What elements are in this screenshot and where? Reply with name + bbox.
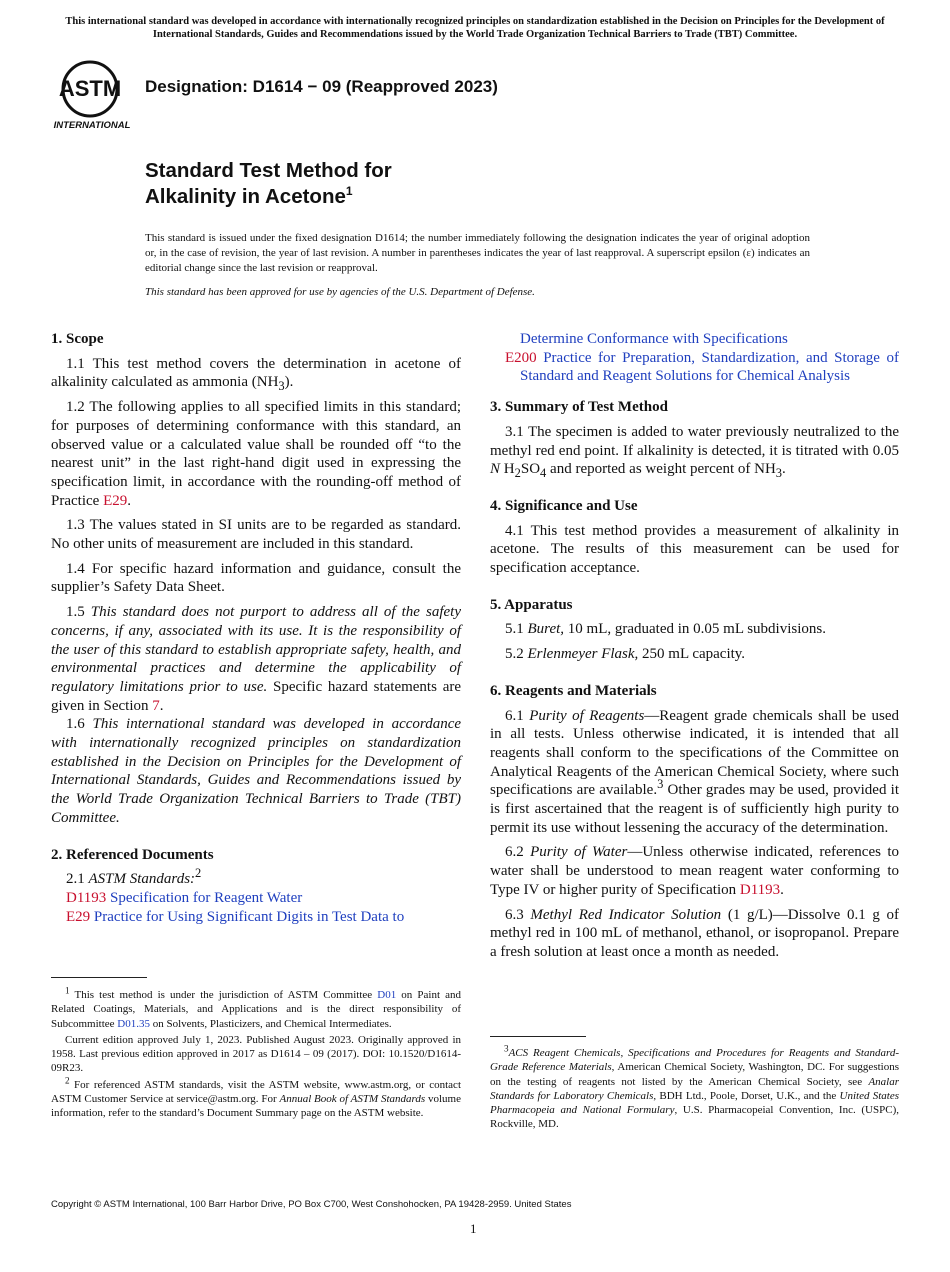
paragraph-1-5: 1.5 This standard does not purport to address all of the safety concerns, if any, associated with its use. It is the responsibility of the user of this standard to establish appropriate safety, health, and environmental practices and determine the applicability of regulatory limitations prior to use. Specific hazard statements are given in Section 7. <box>51 604 461 714</box>
footnote-rule-right <box>490 1036 586 1037</box>
title-line-2: Alkalinity in Acetone$^1$ <box>145 184 353 208</box>
section-heading-significance: 4. Significance and Use <box>490 497 638 514</box>
paragraph-1-6: 1.6 This international standard was developed in accordance with internationally recognized principles on standardization established in the Decision on Principles for the Development of International Standards, Guides and Recommendations issued by the World Trade Organization Technical Barriers to Trade (TBT) Committee. <box>51 716 462 826</box>
link-d01[interactable]: D01 <box>377 989 397 1001</box>
paragraph-3-1: 3.1 The specimen is added to water previously neutralized to the methyl red end point. If alkalinity is detected, it is titrated with 0.05 N $H_2SO_4$ and reported as weight percent of $NH_3$. <box>490 423 899 481</box>
copyright-footer: Copyright © ASTM International, 100 Barr Harbor Drive, PO Box C700, West Conshohocken, PA 19428-2959. United States <box>51 1199 572 1210</box>
logo-subtext: INTERNATIONAL <box>53 120 131 131</box>
section-heading-apparatus: 5. Apparatus <box>490 596 573 613</box>
paragraph-1-1: 1.1 This test method covers the determination in acetone of alkalinity calculated as ammonia $(NH_3)$. <box>51 355 461 394</box>
ref-d1193[interactable]: D1193 Specification for Reagent Water <box>66 889 303 906</box>
ref-e29-title-part1: Practice for Using Significant Digits in Test Data to <box>93 908 405 925</box>
paragraph-1-2: 1.2 The following applies to all specified limits in this standard; for purposes of determining conformance with this standard, an observed value or a calculated value shall be rounded off “to the nearest unit” in the last right-hand digit used in expressing the specification limit, in accordance with the rounding-off method of Practice E29. <box>51 399 461 509</box>
ref-e200[interactable]: E200 Practice for Preparation, Standardization, and Storage of Standard and Reagent Solutions for Chemical Analysis <box>505 349 900 385</box>
dod-approval-note: This standard has been approved for use by agencies of the U.S. Department of Defense. <box>145 286 535 298</box>
paragraph-1-4: 1.4 For specific hazard information and guidance, consult the supplier’s Safety Data Sheet. <box>51 560 461 596</box>
footnotes-right <box>490 1043 900 1134</box>
title-footnote-mark[interactable]: 1 <box>345 184 353 199</box>
paragraph-6-1: 6.1 Purity of Reagents—Reagent grade chemicals shall be used in all tests. Unless otherwise indicated, it is intended that all reagents shall conform to the specifications of the Committee on Analytical Reagents of the American Chemical Society, where such specifications are available.$^3$ Other grades may be used, provided it is first ascertained that the reagent is of sufficiently high purity to permit its use without lessening the accuracy of the determination. <box>490 707 899 836</box>
section-heading-scope: 1. Scope <box>51 331 104 347</box>
footnote-2: $^2$ For referenced ASTM standards, visit the ASTM website, www.astm.org, or contact ASTM Customer Service at service@astm.org. For Annual Book of ASTM Standards volume information, refer to the standard’s Document Summary page on the ASTM website. <box>51 1075 461 1120</box>
footnote-rule-left <box>51 977 147 978</box>
paragraph-4-1: 4.1 This test method provides a measurement of alkalinity in acetone. The results of this measurement can be used for specification acceptance. <box>490 522 899 577</box>
link-e29[interactable]: E29 <box>103 492 128 509</box>
link-d01-35[interactable]: D01.35 <box>117 1017 150 1030</box>
top-notice: This international standard was developed in accordance with internationally recognized principles on standardization established in the Decision on Principles for the Development of International Standards, Guides and Recommendations issued by the World Trade Organization Technical Barriers to Trade (TBT) Committee. <box>65 16 885 40</box>
section-heading-referenced: 2. Referenced Documents <box>51 846 214 863</box>
paragraph-1-3: 1.3 The values stated in SI units are to be regarded as standard. No other units of measurement are included in this standard. <box>51 517 461 553</box>
section-heading-summary: 3. Summary of Test Method <box>490 399 668 416</box>
right-column <box>490 330 899 968</box>
section-heading-reagents: 6. Reagents and Materials <box>490 682 657 699</box>
document-title <box>145 158 392 210</box>
footnotes-left <box>51 985 461 1123</box>
issued-under-note: This standard is issued under the fixed designation D1614; the number immediately following the designation indicates the year of original adoption or, in the case of revision, the year of last revision. A number in parentheses indicates the year of last reapproval. A superscript epsilon (ε) indicates an editorial change since the last revision or reapproval. <box>145 232 810 274</box>
footnote-1-approval: Current edition approved July 1, 2023. Published August 2023. Originally approved in 1958. Last previous edition approved in 2017 as D1614 – 09 (2017). DOI: 10.1520/D1614-09R23. <box>51 1033 461 1075</box>
logo-text: ASTM <box>58 76 122 101</box>
astm-logo <box>52 56 136 132</box>
paragraph-6-3: 6.3 Methyl Red Indicator Solution (1 g/L)—Dissolve 0.1 g of methyl red in 100 mL of methanol, ethanol, or isopropanol. Prepare a fresh solution at least once a month as needed. <box>490 906 900 960</box>
footnote-1: $^1$ This test method is under the jurisdiction of ASTM Committee D01 on Paint and Related Coatings, Materials, and Applications and is the direct responsibility of Subcommittee D01.35 on Solvents, Plasticizers, and Chemical Intermediates. <box>51 985 461 1030</box>
title-line-1: Standard Test Method for <box>145 159 392 182</box>
paragraph-5-2: 5.2 Erlenmeyer Flask, 250 mL capacity. <box>505 646 746 663</box>
link-section-7[interactable]: 7 <box>152 697 160 714</box>
paragraph-6-2: 6.2 Purity of Water—Unless otherwise indicated, references to water shall be understood to mean reagent water conforming to Type IV or higher purity of Specification D1193. <box>490 844 900 898</box>
left-column <box>51 330 461 926</box>
ref-e29[interactable]: E29 Practice for Using Significant Digits in Test Data to <box>66 908 405 925</box>
astm-logo-mark <box>52 56 136 132</box>
paragraph-5-1: 5.1 Buret, 10 mL, graduated in 0.05 mL subdivisions. <box>505 621 826 638</box>
footnote-3: $^3$ACS Reagent Chemicals, Specifications and Procedures for Reagents and Standard-Grade Reference Materials, American Chemical Society, Washington, DC. For suggestions on the testing of reagents not listed by the American Chemical Society, see Analar Standards for Laboratory Chemicals, BDH Ltd., Poole, Dorset, U.K., and the United States Pharmacopeia and National Formulary, U.S. Pharmacopeial Convention, Inc. (USPC), Rockville, MD. <box>490 1043 900 1131</box>
link-d1193[interactable]: D1193 <box>739 881 781 898</box>
paragraph-2-1: 2.1 ASTM Standards:$^2$ <box>66 866 202 888</box>
page-number: 1 <box>470 1221 477 1236</box>
ref-e29-continued[interactable]: Determine Conformance with Specifications <box>520 331 788 347</box>
designation: Designation: D1614 − 09 (Reapproved 2023) <box>145 77 498 96</box>
